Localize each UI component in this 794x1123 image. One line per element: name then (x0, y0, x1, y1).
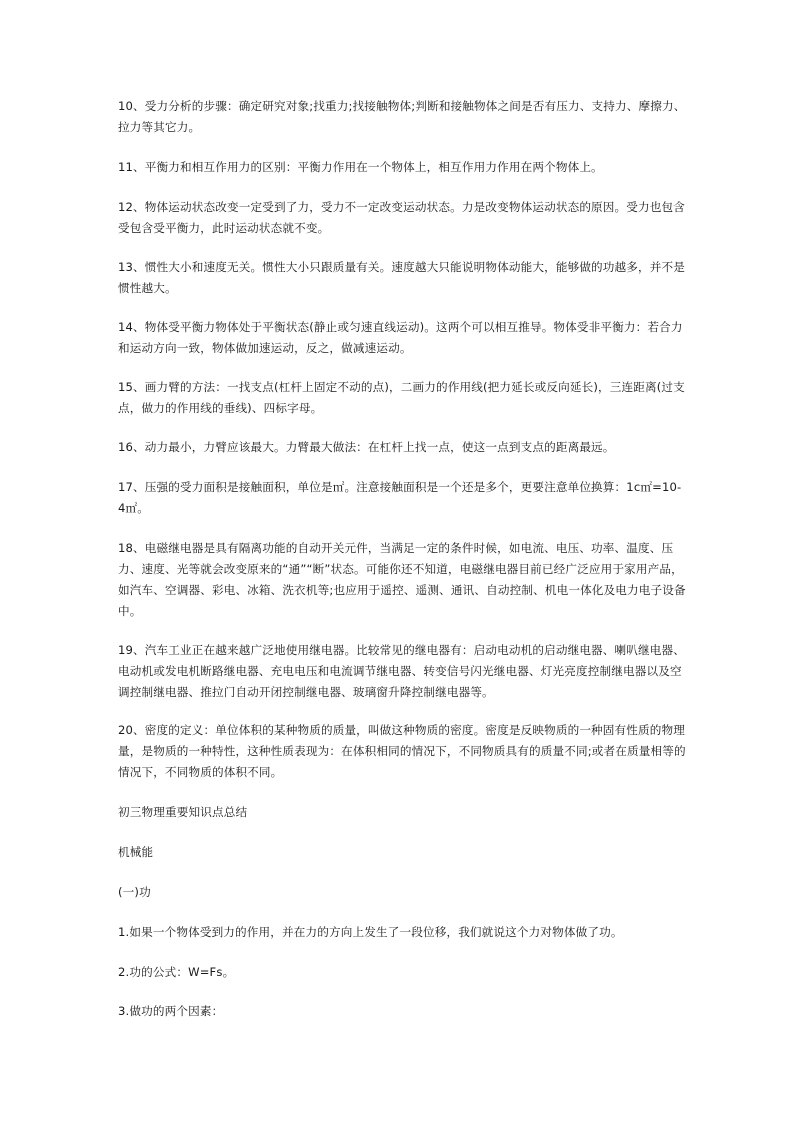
section-title-physics-summary: 初三物理重要知识点总结 (118, 805, 248, 819)
paragraph-12-motion-state: 12、物体运动状态改变一定受到了力，受力不一定改变运动状态。力是改变物体运动状态的原因。受力也包含受包含受平衡力，此时运动状态就不变。 (118, 200, 686, 235)
subsection-title-work: (一)功 (118, 885, 151, 899)
section-title-mechanical-energy: 机械能 (118, 845, 154, 859)
paragraph-13-inertia: 13、惯性大小和速度无关。惯性大小只跟质量有关。速度越大只能说明物体动能大，能够做的功越多，并不是惯性越大。 (118, 260, 686, 295)
paragraph-18-electromagnetic-relay: 18、电磁继电器是具有隔离功能的自动开关元件，当满足一定的条件时候，如电流、电压、功率、温度、压力、速度、光等就会改变原来的“通”“断”状态。可能你还不知道，电磁继电器目前已经广泛应用于家用产品，如汽车、空调器、彩电、冰箱、洗衣机等;也应用于遥控、遥测、通讯、自动控制、机电一体化及电力电子设备中。 (118, 541, 686, 618)
paragraph-16-minimum-force: 16、动力最小，力臂应该最大。力臂最大做法：在杠杆上找一点，使这一点到支点的距离最远。 (118, 440, 615, 454)
paragraph-15-lever-arm-method: 15、画力臂的方法：一找支点(杠杆上固定不动的点)，二画力的作用线(把力延长或反向延长)，三连距离(过支点，做力的作用线的垂线)、四标字母。 (118, 380, 685, 415)
paragraph-work-factors: 3.做功的两个因素： (118, 1004, 224, 1018)
paragraph-10-force-analysis: 10、受力分析的步骤：确定研究对象;找重力;找接触物体;判断和接触物体之间是否有压力、支持力、摩擦力、拉力等其它力。 (118, 99, 686, 134)
paragraph-work-formula: 2.功的公式：W=Fs。 (118, 965, 235, 979)
paragraph-work-definition: 1.如果一个物体受到力的作用，并在力的方向上发生了一段位移，我们就说这个力对物体做了功。 (118, 925, 623, 939)
paragraph-14-equilibrium: 14、物体受平衡力物体处于平衡状态(静止或匀速直线运动)。这两个可以相互推导。物体受非平衡力：若合力和运动方向一致，物体做加速运动，反之，做减速运动。 (118, 320, 683, 355)
paragraph-19-automotive-relays: 19、汽车工业正在越来越广泛地使用继电器。比较常见的继电器有：启动电动机的启动继电器、喇叭继电器、电动机或发电机断路继电器、充电电压和电流调节继电器、转变信号闪光继电器、灯光亮度控制继电器以及空调控制继电器、推拉门自动开闭控制继电器、玻璃窗升降控制继电器等。 (118, 643, 686, 699)
paragraph-11-balanced-forces: 11、平衡力和相互作用力的区别：平衡力作用在一个物体上，相互作用力作用在两个物体上。 (118, 160, 603, 174)
paragraph-17-pressure-area: 17、压强的受力面积是接触面积，单位是㎡。注意接触面积是一个还是多个，更要注意单位换算：1c㎡=10-4㎡。 (118, 480, 682, 515)
paragraph-20-density: 20、密度的定义：单位体积的某种物质的质量，叫做这种物质的密度。密度是反映物质的一种固有性质的物理量，是物质的一种特性，这种性质表现为：在体积相同的情况下，不同物质具有的质量不同;或者在质量相等的情况下，不同物质的体积不同。 (118, 723, 686, 779)
